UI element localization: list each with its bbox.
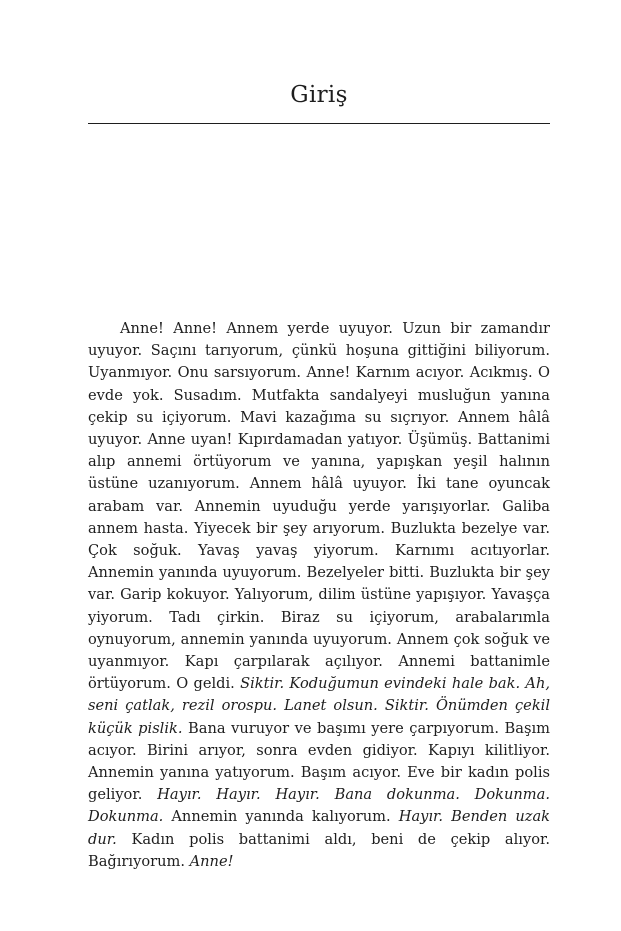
body-segment-italic: Hayır. Benden uzak dur. xyxy=(88,808,550,848)
body-segment: Annemin yanında kalıyorum. xyxy=(163,808,399,826)
body-segment: Bana vuruyor ve başımı yere çarpıyorum. Başım acıyor. Birini arıyor, sonra evden gidiyor. Kapıyı kilitliyor. Annemin yanına yatıyorum. Başım acıyor. Eve bir kadın polis geliyor. xyxy=(88,719,550,804)
body-segment-italic: Hayır. Hayır. Hayır. Bana dokunma. Dokunma. Dokunma. xyxy=(88,786,550,826)
chapter-title: Giriş xyxy=(290,82,348,108)
body-segment: Kadın polis battanimi aldı, beni de çekip alıyor. Bağırıyorum. xyxy=(88,830,550,870)
chapter-body xyxy=(88,318,550,873)
body-segment-italic: Siktir. Koduğumun evindeki hale bak. Ah, seni çatlak, rezil orospu. Lanet olsun. Siktir. Önümden çekil küçük pislik. xyxy=(88,675,550,737)
body-segment-italic: Anne! xyxy=(189,852,234,870)
title-divider xyxy=(88,123,550,124)
body-segment: Anne! Anne! Annem yerde uyuyor. Uzun bir zamandır uyuyor. Saçını tarıyorum, çünkü hoşuna gittiğini biliyorum. Uyanmıyor. Onu sarsıyorum. Anne! Karnım acıyor. Acıkmış. O evde yok. Susadım. Mutfakta sandalyeyi musluğun yanına çekip su içiyorum. Mavi kazağıma su sıçrıyor. Annem hâlâ uyuyor. Anne uyan! Kıpırdamadan yatıyor. Üşümüş. Battanimi alıp annemi örtüyorum ve yanına, yapışkan yeşil halının üstüne uzanıyorum. Annem hâlâ uyuyor. İki tane oyuncak arabam var. Annemin uyuduğu yerde yarışıyorlar. Galiba annem hasta. Yiyecek bir şey arıyorum. Buzlukta bezelye var. Çok soğuk. Yavaş yavaş yiyorum. Karnımı acıtıyorlar. Annemin yanında uyuyorum. Bezelyeler bitti. Buzlukta bir şey var. Garip kokuyor. Yalıyorum, dilim üstüne yapışıyor. Yavaşça yiyorum. Tadı çirkin. Biraz su içiyorum, arabalarımla oynuyorum, annemin yanında uyuyorum. Annem çok soğuk ve uyanmıyor. Kapı çarpılarak açılıyor. Annemi battanimle örtüyorum. O geldi. xyxy=(88,320,550,693)
